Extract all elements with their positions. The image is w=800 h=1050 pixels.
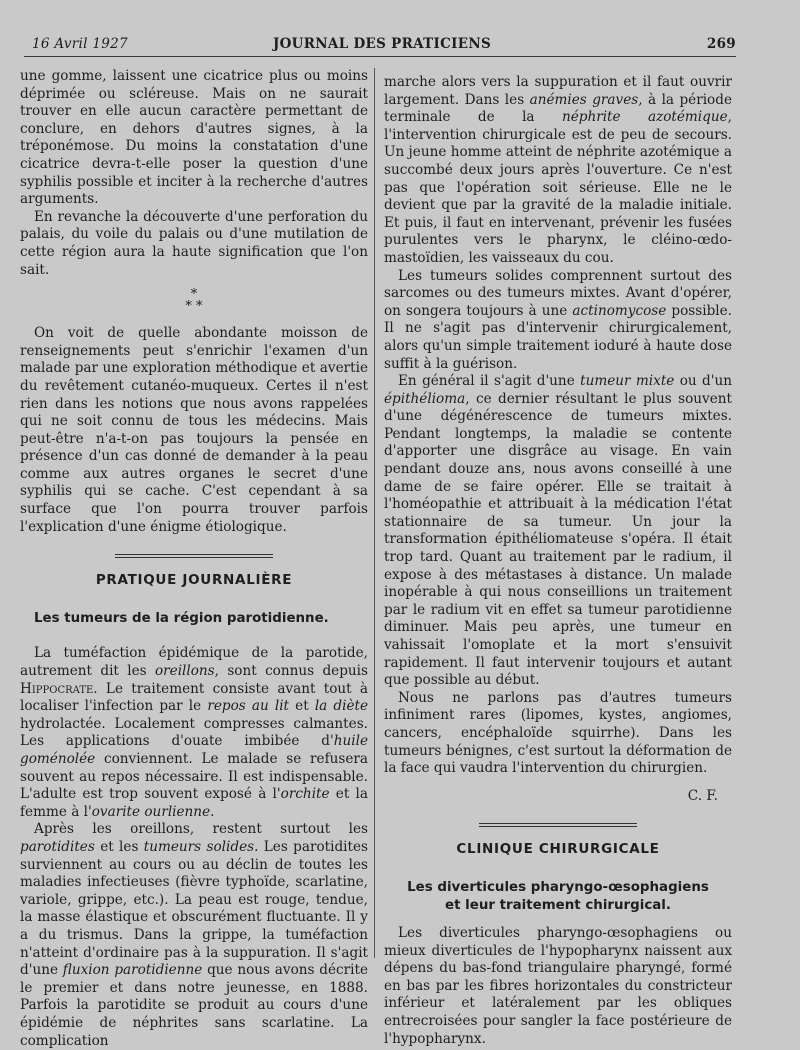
paragraph: En général il s'agit d'une tumeur mixte ou d'un épithélioma, ce dernier résultant le plus souvent d'une dégénérescence de tumeurs mixtes. Pendant longtemps, la maladie se contente d'apporter une disgrâce au visage. En vain pendant douze ans, nous avons conseillé à une dame de se faire opérer. Elle se traitait à l'homéopathie et attribuait à la médication l'état stationnaire de sa tumeur. Un jour la transformation épithéliomateuse s'opéra. Il était trop tard. Quant au traitement par le radium, il expose à des métastases à distance. Un malade inopérable à qui nous conseillions un traitement par le radium vit en effet sa tumeur parotidienne diminuer. Mais peu après, une tumeur en vahissait l'omoplate et la mort s'ensuivit rapidement. Il faut intervenir toujours et autant que possible au début. (384, 373, 732, 689)
paragraph: une gomme, laissent une cicatrice plus ou moins déprimée ou scléreuse. Mais on ne saurait trouver en elle aucun caractère permettant de conclure, en dehors d'autres signes, à la tréponémose. Du moins la constatation d'une cicatrice devra-t-elle poser la question d'une syphilis possible et inciter à la recherche d'autres arguments. (20, 68, 368, 208)
section-separator-asterisks (20, 289, 368, 313)
asterisks: * * (185, 299, 203, 315)
section-rule (479, 823, 637, 827)
paragraph: marche alors vers la suppuration et il faut ouvrir largement. Dans les anémies graves, à la période terminale de la néphrite azotémique, l'intervention chirurgicale est de peu de secours. Un jeune homme atteint de néphrite azotémique a succombé deux jours après l'ouverture. Ce n'est pas que l'opération soit sérieuse. Elle ne le devient que par la gravité de la maladie initiale. Et puis, il faut en intervenant, prévenir les fusées purulentes vers le pharynx, le cléino-œdo-mastoïdien, les vaisseaux du cou. (384, 74, 732, 266)
paragraph: La tuméfaction épidémique de la parotide, autrement dit les oreillons, sont connus depuis Hippocrate. Le traitement consiste avant tout à localiser l'infection par le repos au lit et la diète hydrolactée. Localement compresses calmantes. Les applications d'ouate imbibée d'huile goménolée conviennent. Le malade se refusera souvent au repos nécessaire. Il est indispensable. L'adulte est trop souvent exposé à l'orchite et la femme à l'ovarite ourlienne. (20, 645, 368, 820)
header-rule (24, 56, 736, 57)
article-title (384, 879, 732, 915)
paragraph: Nous ne parlons pas d'autres tumeurs infiniment rares (lipomes, kystes, angiomes, cancers, encéphaloïde squirrhe). Dans les tumeurs bénignes, c'est surtout la déformation de la face qui vaudra l'intervention du chirurgien. (384, 689, 732, 777)
header-date: 16 Avril 1927 (32, 36, 128, 52)
article-title: Les tumeurs de la région parotidienne. (34, 610, 329, 626)
page-header (28, 32, 736, 54)
section-title: CLINIQUE CHIRURGICALE (456, 841, 660, 858)
page-number: 269 (706, 36, 736, 52)
journal-title: JOURNAL DES PRATICIENS (272, 36, 492, 52)
right-column (384, 74, 732, 1048)
column-divider (374, 68, 375, 958)
article-title-line: et leur traitement chirurgical. (445, 897, 671, 913)
paragraph: On voit de quelle abondante moisson de renseignements peut s'enrichir l'examen d'un malade par une exploration méthodique et avertie du revêtement cutanéo-muqueux. Certes il n'est rien dans les notions que nous avons rappelées qui ne soit connu de tous les médecins. Mais peut-être n'a-t-on pas toujours la pensée en présence d'un cas donné de demander à la peau comme aux autres organes le secret d'une syphilis qui se cache. C'est cependant à sa surface que l'on pourra trouver parfois l'explication d'une énigme étiologique. (20, 325, 368, 535)
left-column (20, 68, 368, 1050)
paragraph: Les diverticules pharyngo-œsophagiens ou mieux diverticules de l'hypopharynx naissent aux dépens du bas-fond triangulaire pharyngé, formé en bas par les fibres horizontales du constricteur inférieur et latéralement par les obliques entrecroisées pour sangler la face postérieure de l'hypopharynx. (384, 924, 732, 1047)
asterisk: * (190, 287, 198, 303)
author-signature: C. F. (687, 787, 718, 804)
article-title-line: Les diverticules pharyngo-œsophagiens (407, 879, 709, 895)
paragraph: Les tumeurs solides comprennent surtout des sarcomes ou des tumeurs mixtes. Avant d'opérer, on songera toujours à une actinomycose possible. Il ne s'agit pas d'intervenir chirurgicalement, alors qu'un simple traitement ioduré à haute dose suffit à la guérison. (384, 267, 732, 372)
paragraph: Après les oreillons, restent surtout les parotidites et les tumeurs solides. Les parotidites surviennent au cours ou au déclin de toutes les maladies infectieuses (fièvre typhoïde, scarlatine, variole, grippe, etc.). La peau est rouge, tendue, la masse élastique et obscurément fluctuante. Il y a du trismus. Dans la grippe, la tuméfaction n'atteint d'ordinaire pas à la suppuration. Il s'agit d'une fluxion parotidienne que nous avons décrite le premier et dans notre jeunesse, en 1888. Parfois la parotidite se produit au cours d'une épidémie de néphrites sans scarlatine. La complication (20, 821, 368, 1049)
section-rule (115, 554, 273, 558)
section-title: PRATIQUE JOURNALIÈRE (95, 572, 293, 589)
paragraph: En revanche la découverte d'une perforation du palais, du voile du palais ou d'une mutilation de cette région aura la haute signification que l'on sait. (20, 208, 368, 278)
